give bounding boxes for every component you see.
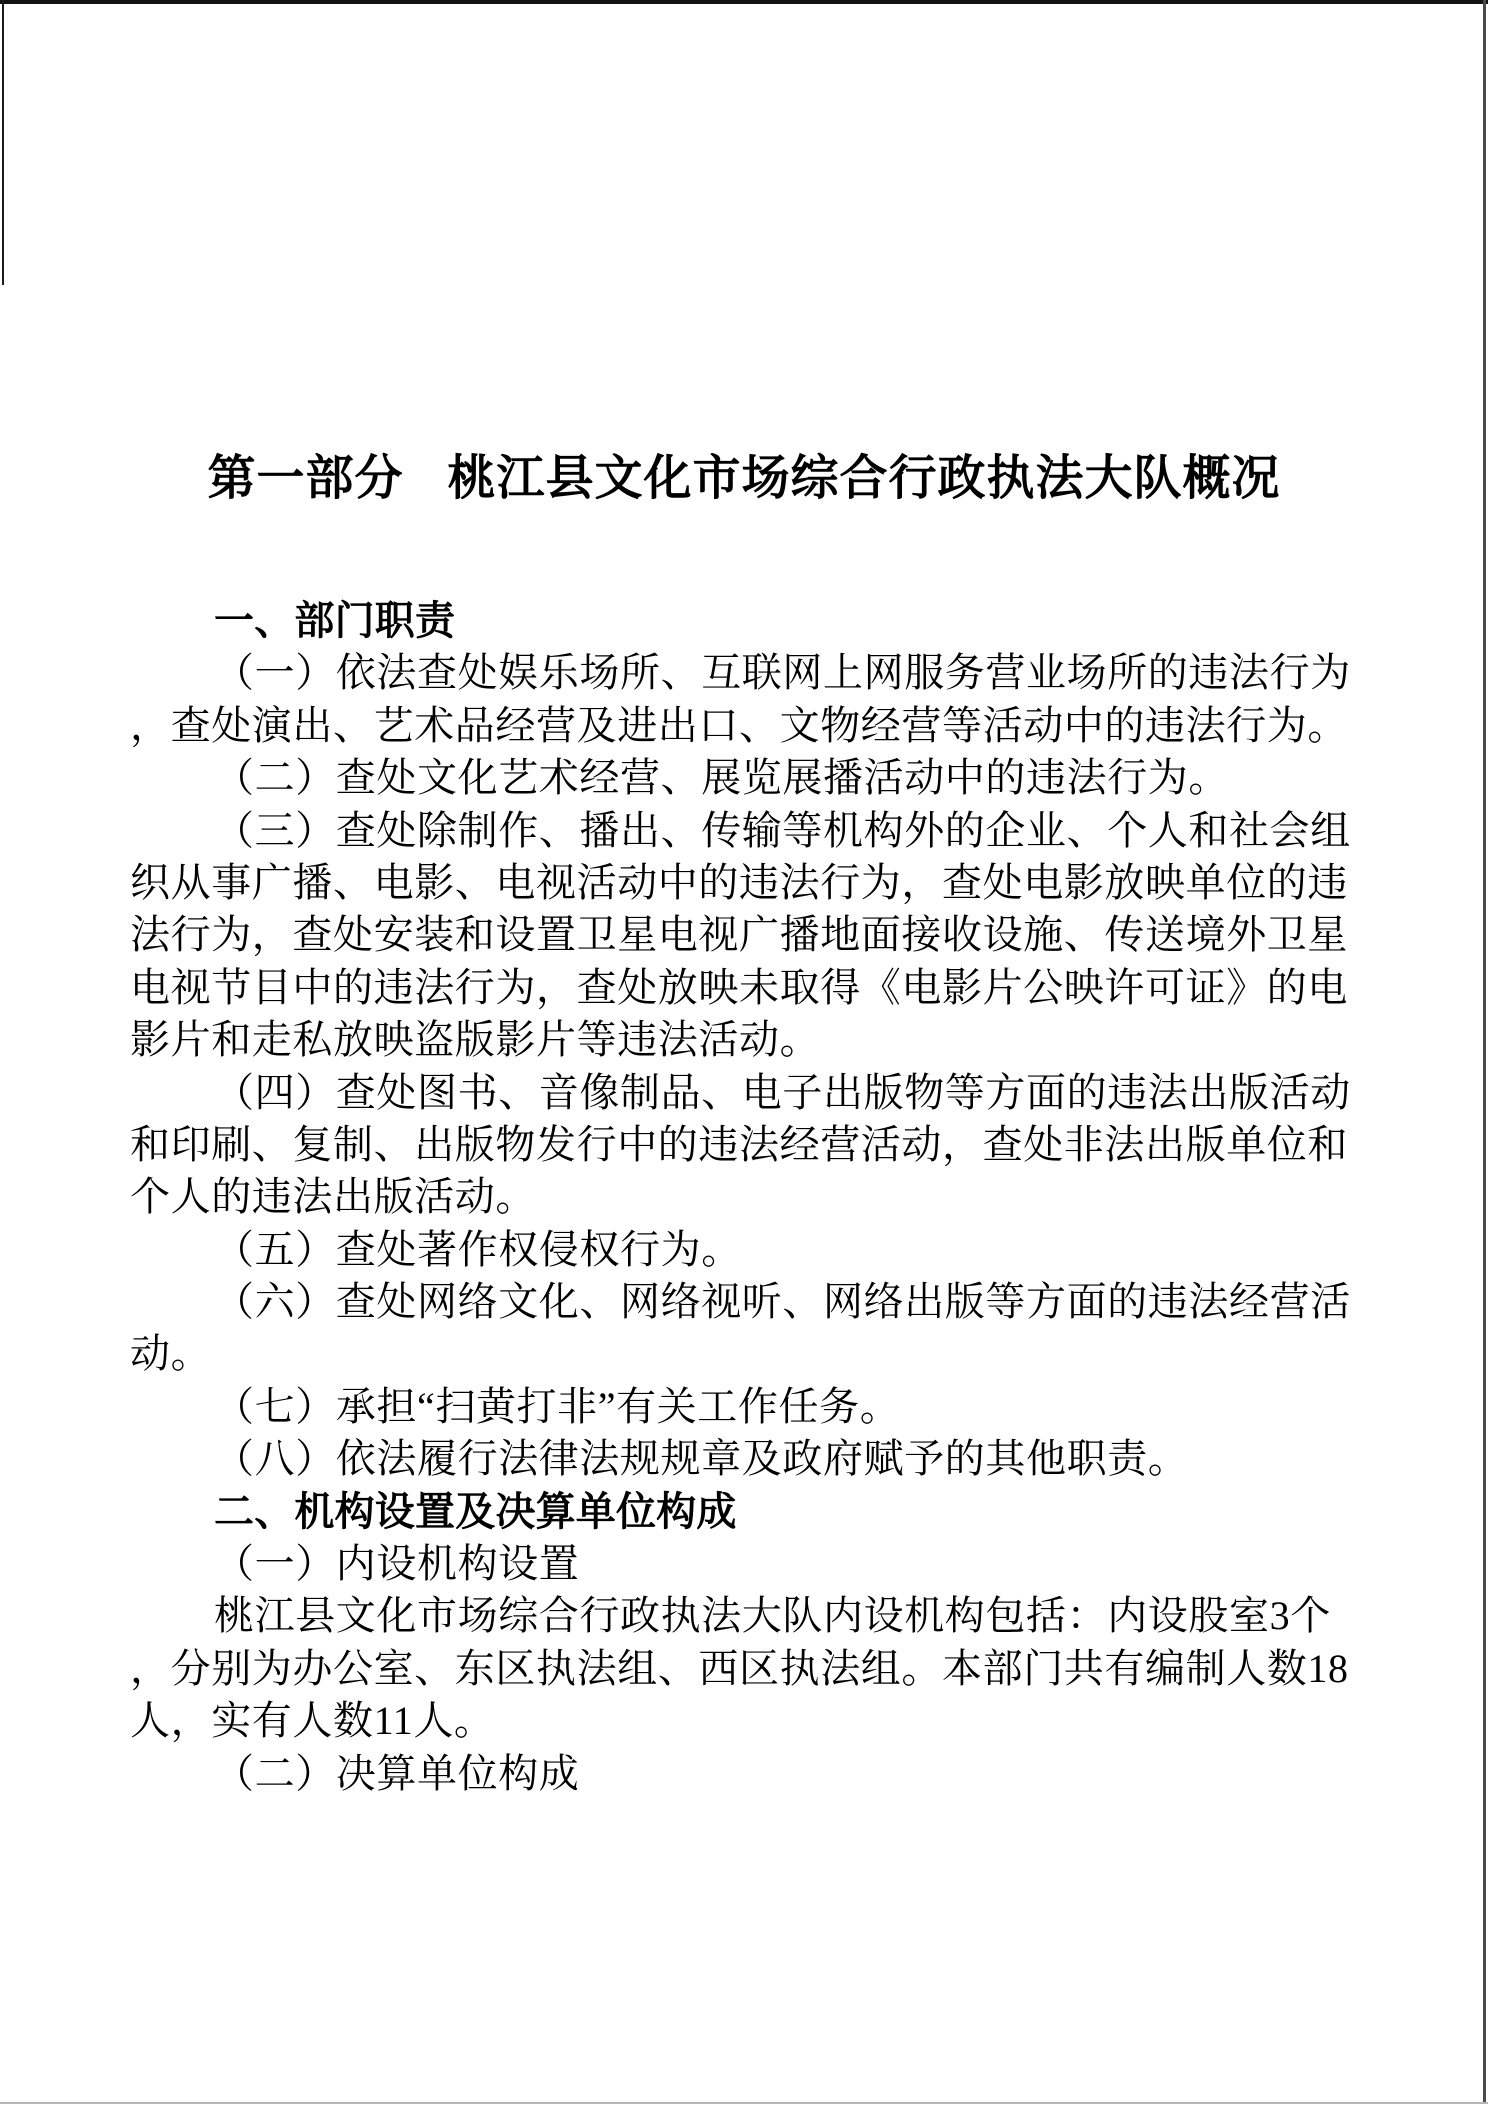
text-line: （四）查处图书、音像制品、电子出版物等方面的违法出版活动: [214, 1069, 1351, 1115]
text-line: （八）依法履行法律法规规章及政府赋予的其他职责。: [214, 1436, 1189, 1482]
text-line: 织从事广播、电影、电视活动中的违法行为，查处电影放映单位的违: [130, 859, 1348, 905]
text-line: 和印刷、复制、出版物发行中的违法经营活动，查处非法出版单位和: [130, 1121, 1348, 1167]
text-line: （六）查处网络文化、网络视听、网络出版等方面的违法经营活: [214, 1279, 1351, 1325]
page-title-part-label: 第一部分: [207, 452, 404, 505]
text-line: 个人的违法出版活动。: [130, 1174, 536, 1220]
text-line: （一）依法查处娱乐场所、互联网上网服务营业场所的违法行为: [214, 650, 1351, 696]
text-line: 影片和走私放映盗版影片等违法活动。: [130, 1017, 821, 1063]
text-line: （二）决算单位构成: [214, 1750, 580, 1796]
text-line: ，分别为办公室、东区执法组、西区执法组。本部门共有编制人数18: [130, 1645, 1349, 1691]
text-line: （一）内设机构设置: [214, 1541, 580, 1587]
text-line: （二）查处文化艺术经营、展览展播活动中的违法行为。: [214, 755, 1229, 801]
page-title-part-name: 桃江县文化市场综合行政执法大队概况: [447, 452, 1281, 505]
page-border-right: [1483, 0, 1486, 2104]
text-line: （五）查处著作权侵权行为。: [214, 1226, 742, 1272]
page-title: [0, 450, 1488, 508]
text-line: 二、机构设置及决算单位构成: [214, 1489, 737, 1534]
page-border-top: [0, 0, 1488, 4]
text-line: 动。: [130, 1331, 212, 1377]
text-line: 电视节目中的违法行为，查处放映未取得《电影片公映许可证》的电: [130, 964, 1348, 1010]
text-line: （三）查处除制作、播出、传输等机构外的企业、个人和社会组: [214, 807, 1351, 853]
text-line: 人，实有人数11人。: [130, 1698, 495, 1744]
text-line: ，查处演出、艺术品经营及进出口、文物经营等活动中的违法行为。: [130, 702, 1348, 748]
text-line: 桃江县文化市场综合行政执法大队内设机构包括：内设股室3个: [214, 1593, 1331, 1639]
text-line: 一、部门职责: [214, 599, 456, 643]
document-body: [130, 595, 1420, 1800]
text-line: 法行为，查处安装和设置卫星电视广播地面接收设施、传送境外卫星: [130, 912, 1348, 958]
page-border-left: [2, 0, 4, 285]
text-line: （七）承担“扫黄打非”有关工作任务。: [214, 1383, 901, 1429]
